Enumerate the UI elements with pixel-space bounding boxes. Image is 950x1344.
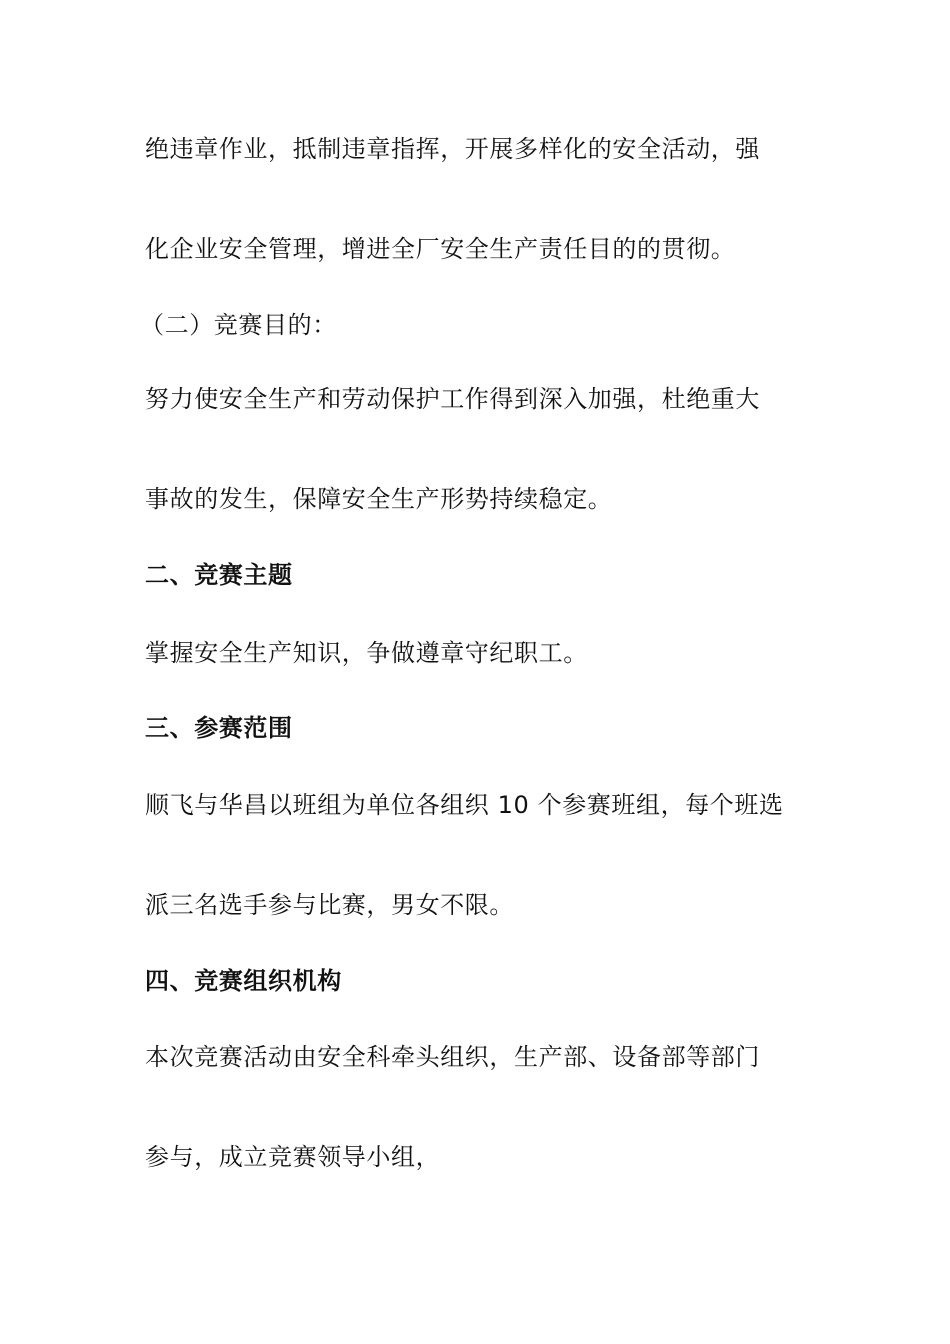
paragraph-line: 事故的发生，保障安全生产形势持续稳定。: [145, 485, 613, 513]
subsection-heading: （二）竞赛目的：: [140, 311, 337, 339]
paragraph-line: 派三名选手参与比赛，男女不限。: [145, 891, 514, 919]
section-heading: 三、参赛范围: [145, 714, 293, 742]
paragraph-line: 努力使安全生产和劳动保护工作得到深入加强，杜绝重大: [145, 385, 760, 413]
section-heading: 二、竞赛主题: [145, 561, 293, 589]
paragraph-line: 本次竞赛活动由安全科牵头组织，生产部、设备部等部门: [145, 1043, 760, 1071]
paragraph-line: 参与，成立竞赛领导小组，: [145, 1143, 441, 1171]
section-heading: 四、竞赛组织机构: [145, 967, 342, 995]
paragraph-line: 化企业安全管理，增进全厂安全生产责任目的的贯彻。: [145, 235, 736, 263]
paragraph-line: 掌握安全生产知识，争做遵章守纪职工。: [145, 639, 588, 667]
paragraph-line: 顺飞与华昌以班组为单位各组织 10 个参赛班组，每个班选: [145, 791, 784, 819]
paragraph-line: 绝违章作业，抵制违章指挥，开展多样化的安全活动，强: [145, 135, 760, 163]
